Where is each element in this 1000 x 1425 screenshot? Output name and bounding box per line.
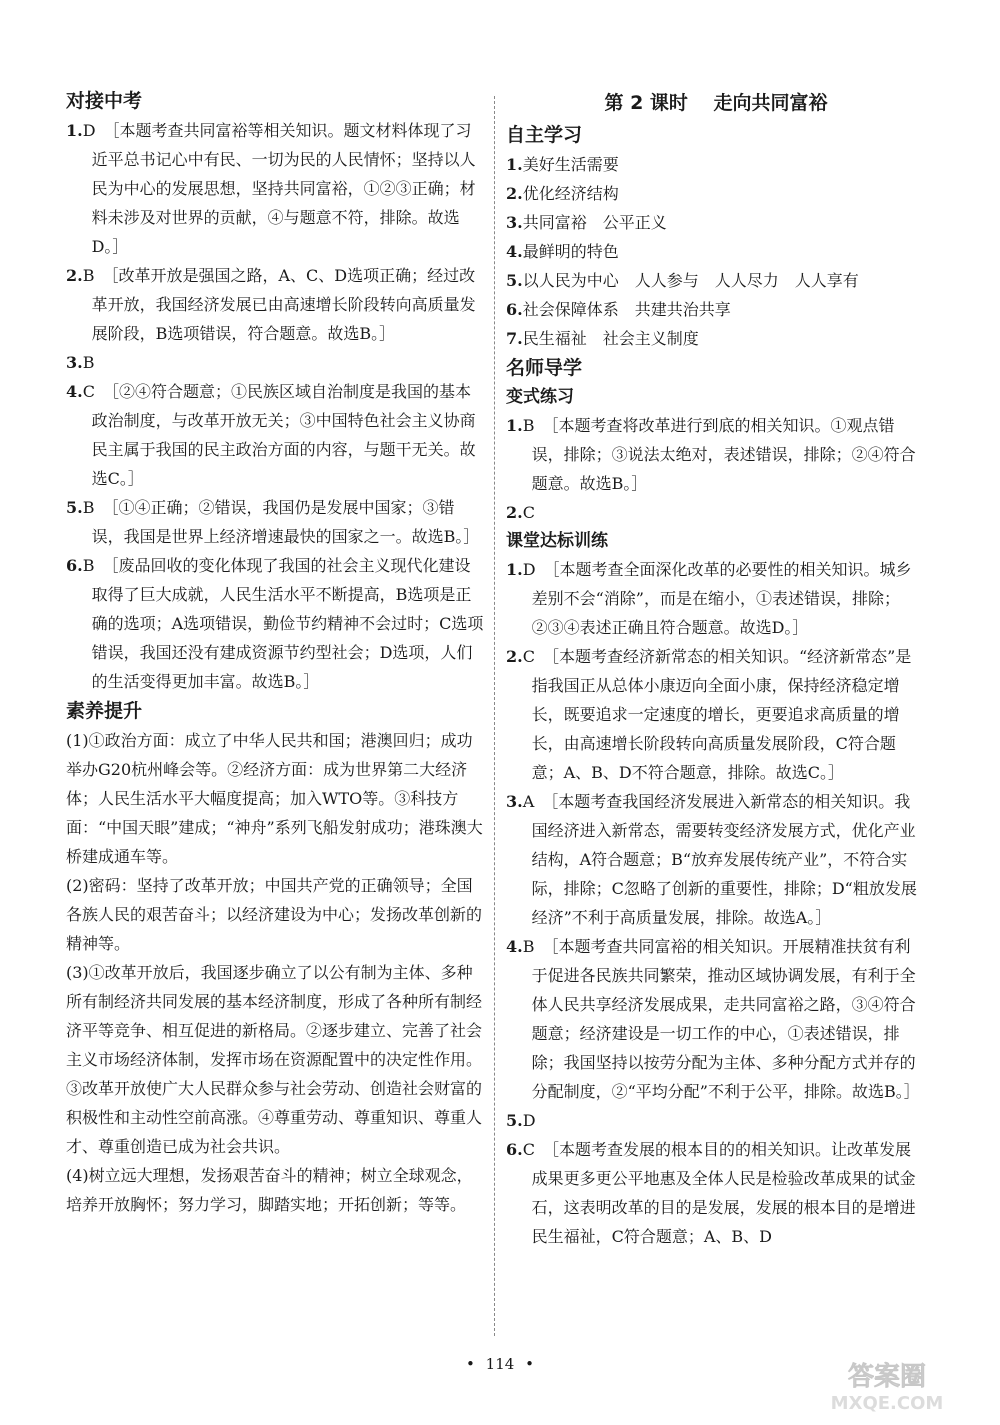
section-heading-duijie: 对接中考 bbox=[66, 90, 143, 112]
answer-text: C ［②④符合题意；①民族区域自治制度是我国的基本政治制度，与改革开放无关；③中国特色社会主义协商民主属于我国的民主政治方面的内容，与题干无关。故选C。］ bbox=[82, 382, 476, 488]
svg-text:答案圈: 答案圈 bbox=[847, 1362, 927, 1392]
answer-number: 3. bbox=[506, 792, 523, 811]
answer-list-bianshi bbox=[506, 411, 926, 527]
answer-text: B ［本题考查将改革进行到底的相关知识。①观点错误，排除；③说法太绝对，表述错误，排除；②④符合题意。故选B。］ bbox=[522, 416, 916, 493]
answer-text: B ［改革开放是强国之路，A、C、D选项正确；经过改革开放，我国经济发展已由高速增长阶段转向高质量发展阶段，B选项错误，符合题意。故选B。］ bbox=[82, 266, 476, 343]
answer-number: 3. bbox=[506, 213, 523, 232]
answer-number: 1. bbox=[66, 121, 83, 140]
answer-number: 1. bbox=[506, 155, 523, 174]
answer-item bbox=[506, 295, 926, 324]
answer-item bbox=[506, 642, 926, 787]
column-divider bbox=[494, 96, 495, 1336]
answer-number: 5. bbox=[506, 271, 523, 290]
answer-text: 美好生活需要 bbox=[522, 155, 619, 174]
answer-item bbox=[506, 932, 926, 1106]
answer-number: 6. bbox=[506, 300, 523, 319]
answer-number: 6. bbox=[66, 556, 83, 575]
answer-number: 5. bbox=[506, 1111, 523, 1130]
answer-item bbox=[66, 348, 484, 377]
answer-text: C bbox=[522, 503, 535, 522]
answer-number: 2. bbox=[66, 266, 83, 285]
right-column bbox=[506, 86, 926, 1251]
answer-item bbox=[506, 498, 926, 527]
footer-dot: • bbox=[466, 1355, 475, 1373]
answer-text: C ［本题考查经济新常态的相关知识。“经济新常态”是指我国正从总体小康迈向全面小康，保持经济稳定增长，既要追求一定速度的增长，更要追求高质量的增长，由高速增长阶段转向高质量发展阶段，C符合题意；A、B、D不符合题意，排除。故选C。］ bbox=[522, 647, 912, 782]
subheading-bianshi: 变式练习 bbox=[506, 387, 574, 407]
answer-text: 优化经济结构 bbox=[522, 184, 619, 203]
answer-text: D ［本题考查共同富裕等相关知识。题文材料体现了习近平总书记心中有民、一切为民的人民情怀；坚持以人民为中心的发展思想，坚持共同富裕，①②③正确；材料未涉及对世界的贡献，④与题意不符，排除。故选D。］ bbox=[82, 121, 476, 256]
answer-number: 4. bbox=[506, 242, 523, 261]
answer-item bbox=[66, 261, 484, 348]
answer-text: C ［本题考查发展的根本目的的相关知识。让改革发展成果更多更公平地惠及全体人民是检验改革成果的试金石，这表明改革的目的是发展，发展的根本目的是增进民生福祉，C符合题意；A、B、D bbox=[522, 1140, 916, 1246]
answer-text: B ［废品回收的变化体现了我国的社会主义现代化建设取得了巨大成就，人民生活水平不断提高，B选项是正确的选项；A选项错误，勤俭节约精神不会过时；C选项错误，我国还没有建成资源节约型社会；D选项，人们的生活变得更加丰富。故选B。］ bbox=[82, 556, 484, 691]
answer-text: 最鲜明的特色 bbox=[522, 242, 619, 261]
answer-item bbox=[66, 116, 484, 261]
answer-text: 共同富裕 公平正义 bbox=[522, 213, 667, 232]
suyang-paragraph: (1)①政治方面：成立了中华人民共和国；港澳回归；成功举办G20杭州峰会等。②经济方面：成为世界第二大经济体；人民生活水平大幅度提高；加入WTO等。③科技方面：“中国天眼”建成；“神舟”系列飞船发射成功；港珠澳大桥建成通车等。 bbox=[66, 731, 483, 866]
answer-item bbox=[66, 493, 484, 551]
answer-list-zizhu bbox=[506, 150, 926, 353]
answer-item bbox=[66, 551, 484, 696]
answer-item bbox=[506, 411, 926, 498]
answer-number: 6. bbox=[506, 1140, 523, 1159]
answer-item bbox=[506, 208, 926, 237]
answer-item bbox=[66, 377, 484, 493]
answer-text: B ［本题考查共同富裕的相关知识。开展精准扶贫有利于促进各民族共同繁荣，推动区域协调发展，有利于全体人民共享经济发展成果，走共同富裕之路，③④符合题意；经济建设是一切工作的中心，①表述错误，排除；我国坚持以按劳分配为主体、多种分配方式并存的分配制度，②“平均分配”不利于公平，排除。故选B。］ bbox=[522, 937, 920, 1101]
answer-text: D ［本题考查全面深化改革的必要性的相关知识。城乡差别不会“消除”，而是在缩小，①表述错误，排除；②③④表述正确且符合题意。故选D。］ bbox=[522, 560, 912, 637]
watermark-logo bbox=[792, 1355, 982, 1415]
answer-list-duijie bbox=[66, 116, 484, 696]
subheading-ketang: 课堂达标训练 bbox=[506, 531, 608, 551]
answer-item bbox=[506, 324, 926, 353]
section-heading-suyang: 素养提升 bbox=[66, 700, 143, 722]
answer-text: 社会保障体系 共建共治共享 bbox=[522, 300, 731, 319]
answer-number: 3. bbox=[66, 353, 83, 372]
section-heading-mingshi: 名师导学 bbox=[506, 357, 583, 379]
answer-text: A ［本题考查我国经济发展进入新常态的相关知识。我国经济进入新常态，需要转变经济发展方式，优化产业结构，A符合题意；B“放弃发展传统产业”，不符合实际，排除；C忽略了创新的重要性，排除；D“粗放发展经济”不利于高质量发展，排除。故选A。］ bbox=[522, 792, 917, 927]
answer-text: B bbox=[82, 353, 95, 372]
footer-dot: • bbox=[525, 1355, 534, 1373]
answer-number: 1. bbox=[506, 560, 523, 579]
answer-number: 2. bbox=[506, 184, 523, 203]
answer-item bbox=[506, 787, 926, 932]
suyang-paragraph: (3)①改革开放后，我国逐步确立了以公有制为主体、多种所有制经济共同发展的基本经济制度，形成了各种所有制经济平等竞争、相互促进的新格局。②逐步建立、完善了社会主义市场经济体制，发挥市场在资源配置中的决定性作用。③改革开放使广大人民群众参与社会劳动、创造社会财富的积极性和主动性空前高涨。④尊重劳动、尊重知识、尊重人才、尊重创造已成为社会共识。 bbox=[66, 963, 483, 1156]
answer-number: 1. bbox=[506, 416, 523, 435]
answer-text: D bbox=[522, 1111, 536, 1130]
answer-number: 4. bbox=[66, 382, 83, 401]
answer-item bbox=[506, 1106, 926, 1135]
answer-number: 2. bbox=[506, 503, 523, 522]
suyang-paragraph: (4)树立远大理想，发扬艰苦奋斗的精神；树立全球观念，培养开放胸怀；努力学习，脚踏实地；开拓创新；等等。 bbox=[66, 1166, 473, 1214]
answer-number: 2. bbox=[506, 647, 523, 666]
page-number: 114 bbox=[485, 1355, 515, 1373]
answer-list-ketang bbox=[506, 555, 926, 1251]
left-column bbox=[66, 86, 484, 1219]
answer-text: 民生福祉 社会主义制度 bbox=[522, 329, 699, 348]
answer-item bbox=[506, 1135, 926, 1251]
suyang-paragraph: (2)密码：坚持了改革开放；中国共产党的正确领导；全国各族人民的艰苦奋斗；以经济建设为中心；发扬改革创新的精神等。 bbox=[66, 876, 483, 953]
answer-number: 7. bbox=[506, 329, 523, 348]
answer-item bbox=[506, 555, 926, 642]
suyang-paragraphs bbox=[66, 726, 484, 1219]
answer-item bbox=[506, 179, 926, 208]
answer-item bbox=[506, 266, 926, 295]
answer-text: B ［①④正确；②错误，我国仍是发展中国家；③错误，我国是世界上经济增速最快的国家之一。故选B。］ bbox=[82, 498, 480, 546]
section-heading-zizhu: 自主学习 bbox=[506, 124, 583, 146]
svg-text:MXQE.COM: MXQE.COM bbox=[830, 1393, 944, 1414]
answer-number: 5. bbox=[66, 498, 83, 517]
answer-item bbox=[506, 237, 926, 266]
answer-item bbox=[506, 150, 926, 179]
answer-text: 以人民为中心 人人参与 人人尽力 人人享有 bbox=[522, 271, 859, 290]
lesson-title: 第 2 课时 走向共同富裕 bbox=[604, 92, 828, 114]
answer-number: 4. bbox=[506, 937, 523, 956]
